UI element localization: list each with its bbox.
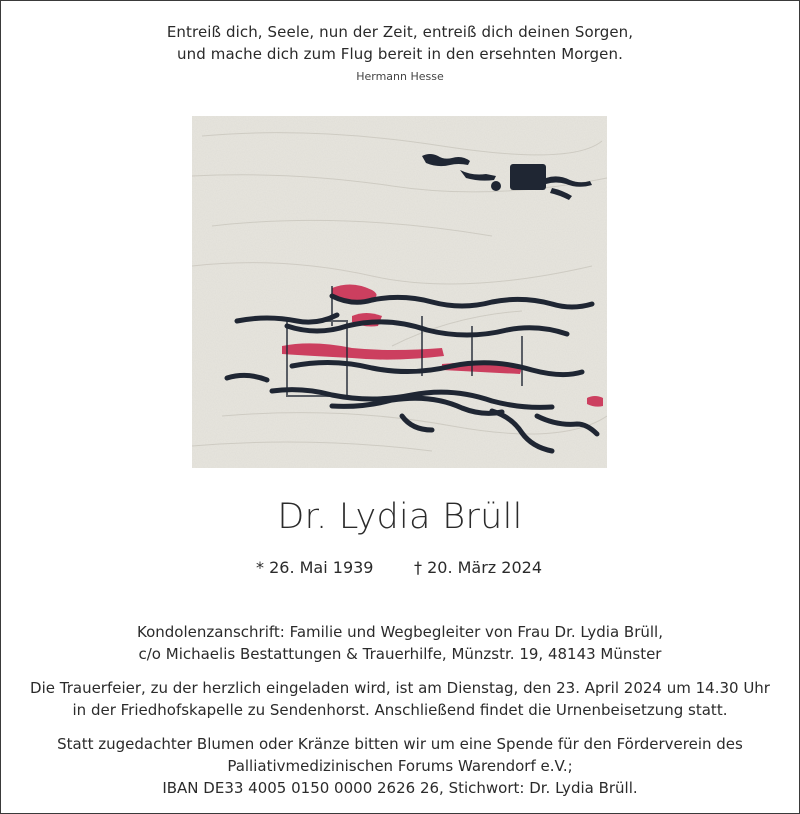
life-dates bbox=[0, 558, 800, 582]
abstract-artwork-image bbox=[192, 116, 607, 468]
ceremony-line-2: in der Friedhofskapelle zu Sendenhorst. Anschließend findet die Urnenbeisetzung statt. bbox=[72, 701, 728, 719]
death-date: † 20. März 2024 bbox=[414, 558, 543, 577]
birth-date: * 26. Mai 1939 bbox=[256, 558, 374, 577]
poem-line-2: und mache dich zum Flug bereit in den ersehnten Morgen. bbox=[177, 45, 623, 63]
poem-author: Hermann Hesse bbox=[356, 70, 444, 83]
ceremony-info bbox=[0, 677, 800, 721]
donation-line-1: Statt zugedachter Blumen oder Kränze bitten wir um eine Spende für den Förderverein des bbox=[57, 735, 743, 753]
poem-line-1: Entreiß dich, Seele, nun der Zeit, entreiß dich deinen Sorgen, bbox=[166, 23, 634, 41]
ceremony-line-1: Die Trauerfeier, zu der herzlich eingeladen wird, ist am Dienstag, den 23. April 2024 um 14.30 Uhr bbox=[30, 679, 770, 697]
donation-line-3: IBAN DE33 4005 0150 0000 2626 26, Stichwort: Dr. Lydia Brüll. bbox=[162, 779, 638, 797]
condolence-line-1: Kondolenzanschrift: Familie und Wegbegleiter von Frau Dr. Lydia Brüll, bbox=[137, 623, 663, 641]
deceased-name: Dr. Lydia Brüll bbox=[277, 497, 523, 537]
donation-line-2: Palliativmedizinischen Forums Warendorf e.V.; bbox=[227, 757, 573, 775]
condolence-line-2: c/o Michaelis Bestattungen & Trauerhilfe, Münzstr. 19, 48143 Münster bbox=[138, 645, 662, 663]
donation-info bbox=[0, 733, 800, 799]
poem-block bbox=[0, 21, 800, 83]
condolence-address bbox=[0, 621, 800, 665]
